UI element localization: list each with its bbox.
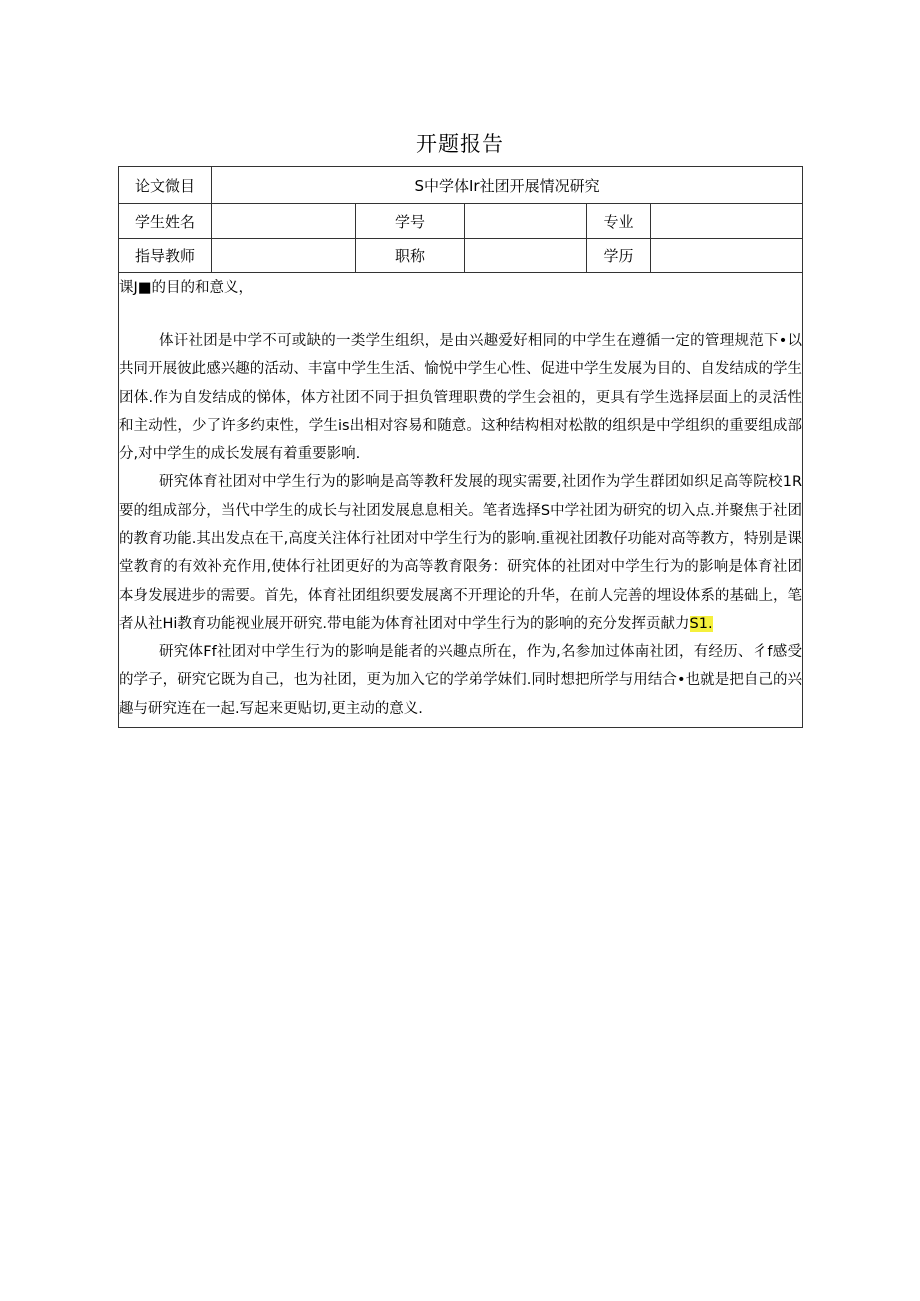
topic-value: S中学体Ir社团开展情况研究	[212, 167, 803, 204]
advisor-row	[119, 239, 803, 273]
major-field	[651, 204, 803, 239]
student-id-field	[465, 204, 587, 239]
paragraph-3: 研究体Ff社团对中学生行为的影响是能者的兴趣点所在，作为,名参加过体南社团，有经历、彳f感受的学子，研究它既为自己，也为社团，更为加入它的学弟学妹们.同时想把所学与用结合•也就是把自己的兴趣与研究连在一起.写起来更贴切,更主动的意义.	[119, 644, 803, 717]
topic-row	[119, 167, 803, 204]
title-rank-label: 职称	[356, 239, 465, 273]
paragraph-2-text: 研究体育社团对中学生行为的影响是高等教秆发展的现实需要,社团作为学生群团如织足高等院校1R要的组成部分，当代中学生的成长与社团发展息息相关。笔者选择S中学社团为研究的切入点.并聚焦于社团的教育功能.其出发点在干,高度关注体行社团对中学生行为的影响.重视社团教仔功能对高等教方，特别是课堂教育的有效补充作用,使体行社团更好的为高等教育限务：研究体的社团对中学生行为的影响是体育社团本身发展进步的需要。首先，体育社团组织要发展离不开理论的升华，在前人完善的埋设体系的基础上，笔者从社Hi教育功能视业展开研究.带电能为体育社团对中学生行为的影响的充分发挥贡献力	[119, 474, 803, 632]
topic-label: 论文微目	[119, 167, 212, 204]
page-title: 开题报告	[416, 132, 504, 156]
major-label: 专业	[587, 204, 651, 239]
education-label: 学历	[587, 239, 651, 273]
section-heading: 课J■的目的和意义，	[119, 279, 253, 296]
advisor-label: 指导教师	[119, 239, 212, 273]
student-row	[119, 204, 803, 239]
student-name-field	[212, 204, 356, 239]
proposal-form-table	[118, 166, 803, 728]
education-field	[651, 239, 803, 273]
purpose-row	[119, 273, 803, 728]
student-id-label: 学号	[356, 204, 465, 239]
title-rank-field	[465, 239, 587, 273]
advisor-field	[212, 239, 356, 273]
paragraph-2	[119, 468, 802, 638]
student-name-label: 学生姓名	[119, 204, 212, 239]
paragraph-1: 体讦社团是中学不可或缺的一类学生组织，是由兴趣爱好相同的中学生在遵循一定的管理规范下•以共同开展彼此感兴趣的活动、丰富中学生生活、愉悦中学生心性、促进中学生发展为目的、自发结成的学生团体.作为自发结成的悌体，体方社团不同于担负管理职费的学生会祖的，更具有学生选择层面上的灵活性和主动性，少了许多约束性，学生is出相对容易和随意。这种结构相对松散的组织是中学组织的重要组成部分,对中学生的成长发展有着重要影响.	[119, 332, 803, 463]
highlighted-citation: S1.	[689, 615, 713, 632]
purpose-section	[119, 273, 803, 728]
